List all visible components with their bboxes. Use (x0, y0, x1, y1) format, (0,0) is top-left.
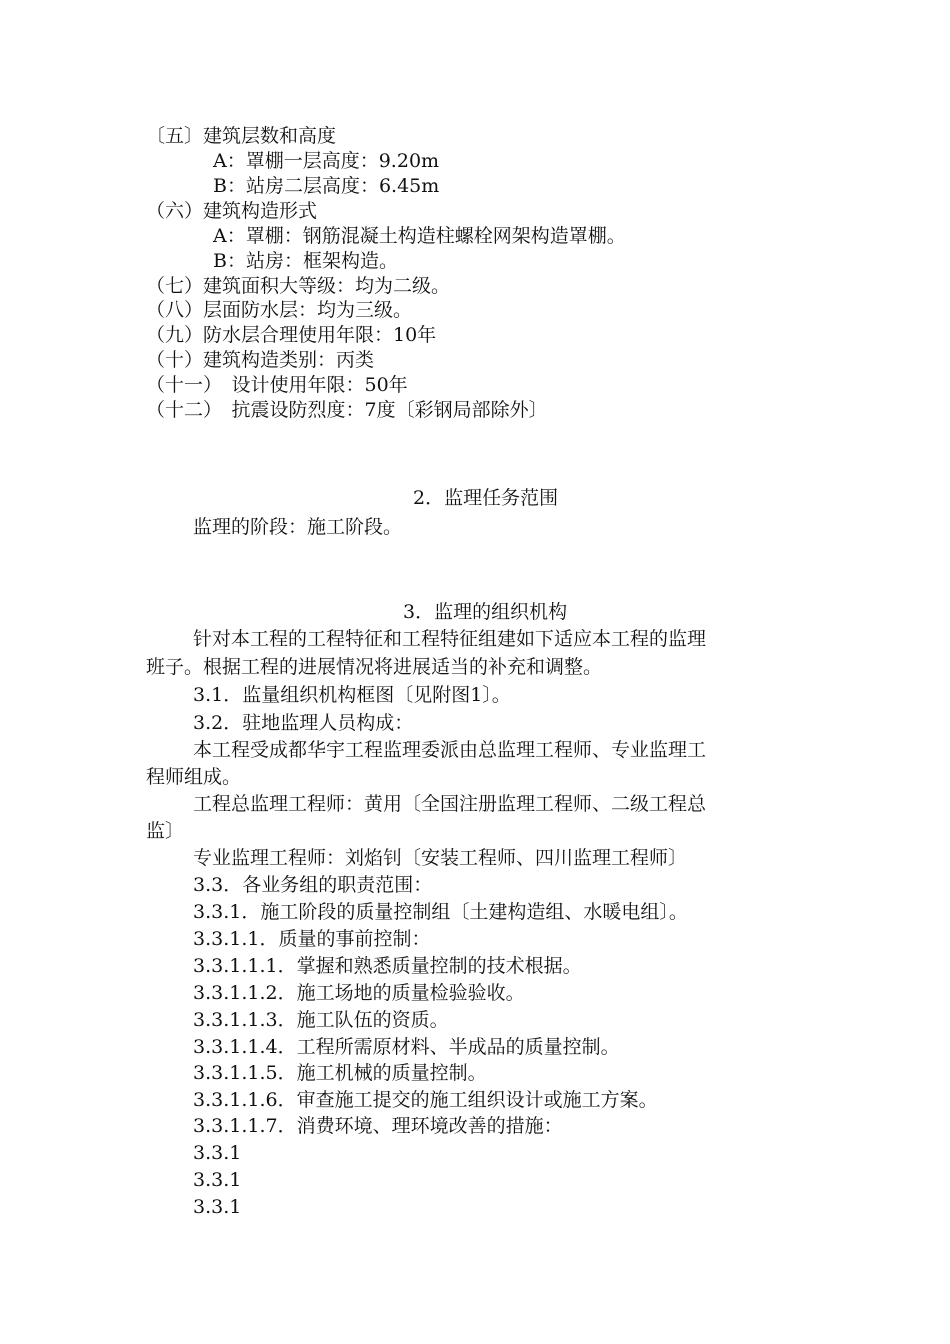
section-3-heading: 3．监理的组织机构 (403, 601, 568, 623)
sub-item-1: 3.3.1.1.1．掌握和熟悉质量控制的技术根据。 (193, 955, 582, 977)
section-3-para1-line1: 针对本工程的工程特征和工程特征组建如下适应本工程的监理 (193, 628, 707, 650)
sub-item-2: 3.3.1.1.2．施工场地的质量检验验收。 (193, 982, 525, 1004)
spec-item-5: 〔五〕建筑层数和高度 (146, 125, 337, 147)
sub-item-5: 3.3.1.1.5．施工机械的质量控制。 (193, 1062, 487, 1084)
section-3-para3-line2: 监〕 (146, 820, 185, 842)
section-2-text: 监理的阶段：施工阶段。 (193, 516, 403, 538)
spec-item-6b: B：站房：框架构造。 (213, 250, 398, 272)
spec-item-6: （六）建筑构造形式 (146, 200, 318, 222)
item-3-2: 3.2．驻地监理人员构成： (193, 712, 414, 734)
spec-item-9: （九）防水层合理使用年限：10年 (146, 324, 437, 346)
trailing-item-2: 3.3.1 (193, 1169, 242, 1191)
item-3-3: 3.3．各业务组的职责范围： (193, 874, 433, 896)
spec-item-10: （十）建筑构造类别：丙类 (146, 349, 375, 371)
section-3-para3-line1: 工程总监理工程师：黄用〔全国注册监理工程师、二级工程总 (193, 793, 707, 815)
item-3-3-1: 3.3.1．施工阶段的质量控制组〔土建构造组、水暖电组〕。 (193, 901, 688, 923)
spec-item-7: （七）建筑面积大等级：均为二级。 (146, 275, 451, 297)
section-3-para4: 专业监理工程师：刘焰钊〔安装工程师、四川监理工程师〕 (193, 847, 688, 869)
trailing-item-1: 3.3.1 (193, 1142, 242, 1164)
sub-item-3: 3.3.1.1.3．施工队伍的资质。 (193, 1009, 449, 1031)
spec-item-8: （八）层面防水层：均为三级。 (146, 299, 413, 321)
spec-item-12: （十二） 抗震设防烈度：7度〔彩钢局部除外〕 (146, 399, 548, 421)
section-2-heading: 2．监理任务范围 (413, 487, 559, 509)
section-3-para2-line2: 程师组成。 (146, 766, 242, 788)
section-3-para1-line2: 班子。根据工程的进展情况将进展适当的补充和调整。 (146, 656, 603, 678)
spec-item-5a: A：罩棚一层高度：9.20m (213, 150, 440, 172)
item-3-1: 3.1．监量组织机构框图〔见附图1〕。 (193, 684, 511, 706)
spec-item-6a: A：罩棚：钢筋混凝土构造柱螺栓网架构造罩棚。 (213, 225, 626, 247)
sub-item-6: 3.3.1.1.6．审查施工提交的施工组织设计或施工方案。 (193, 1089, 658, 1111)
item-3-3-1-1: 3.3.1.1．质量的事前控制： (193, 928, 431, 950)
spec-item-11: （十一） 设计使用年限：50年 (146, 374, 408, 396)
section-3-para2-line1: 本工程受成都华宇工程监理委派由总监理工程师、专业监理工 (193, 739, 707, 761)
sub-item-7: 3.3.1.1.7．消费环境、理环境改善的措施： (193, 1115, 563, 1137)
sub-item-4: 3.3.1.1.4．工程所需原材料、半成品的质量控制。 (193, 1036, 620, 1058)
spec-item-5b: B：站房二层高度：6.45m (213, 175, 440, 197)
trailing-item-3: 3.3.1 (193, 1196, 242, 1218)
